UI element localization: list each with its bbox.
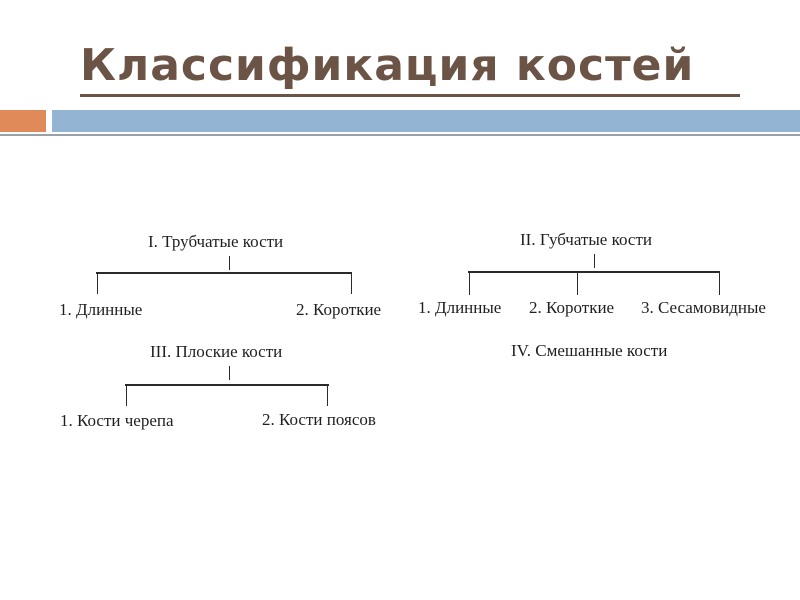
group4-heading: IV. Смешанные кости xyxy=(511,341,668,360)
group1-child-short: 2. Короткие xyxy=(296,300,382,319)
group3-drop-left xyxy=(126,386,127,406)
group1-drop-right xyxy=(351,274,352,294)
group3-branch-line xyxy=(125,384,329,386)
group2-heading: II. Губчатые кости xyxy=(520,230,652,249)
group1-heading: I. Трубчатые кости xyxy=(148,232,284,251)
group2-drop-middle xyxy=(577,273,578,295)
group2-drop-right xyxy=(719,273,720,295)
group2-stem xyxy=(594,254,595,268)
group2-branch-line xyxy=(468,271,720,273)
group3-stem xyxy=(229,366,230,380)
group1-branch-line xyxy=(96,272,352,274)
group3-child-girdles: 2. Кости поясов xyxy=(262,410,376,429)
group2-child-long: 1. Длинные xyxy=(418,298,502,317)
group2-child-short: 2. Короткие xyxy=(529,298,615,317)
group1-stem xyxy=(229,256,230,270)
group1-drop-left xyxy=(97,274,98,294)
slide-title: Классификация костей xyxy=(80,38,740,97)
group3-child-skull: 1. Кости черепа xyxy=(60,411,174,430)
group3-heading: III. Плоские кости xyxy=(150,342,283,361)
group3-drop-right xyxy=(327,386,328,406)
group1-child-long: 1. Длинные xyxy=(59,300,143,319)
group2-child-sesamoid: 3. Сесамовидные xyxy=(641,298,766,317)
group2-drop-left xyxy=(469,273,470,295)
